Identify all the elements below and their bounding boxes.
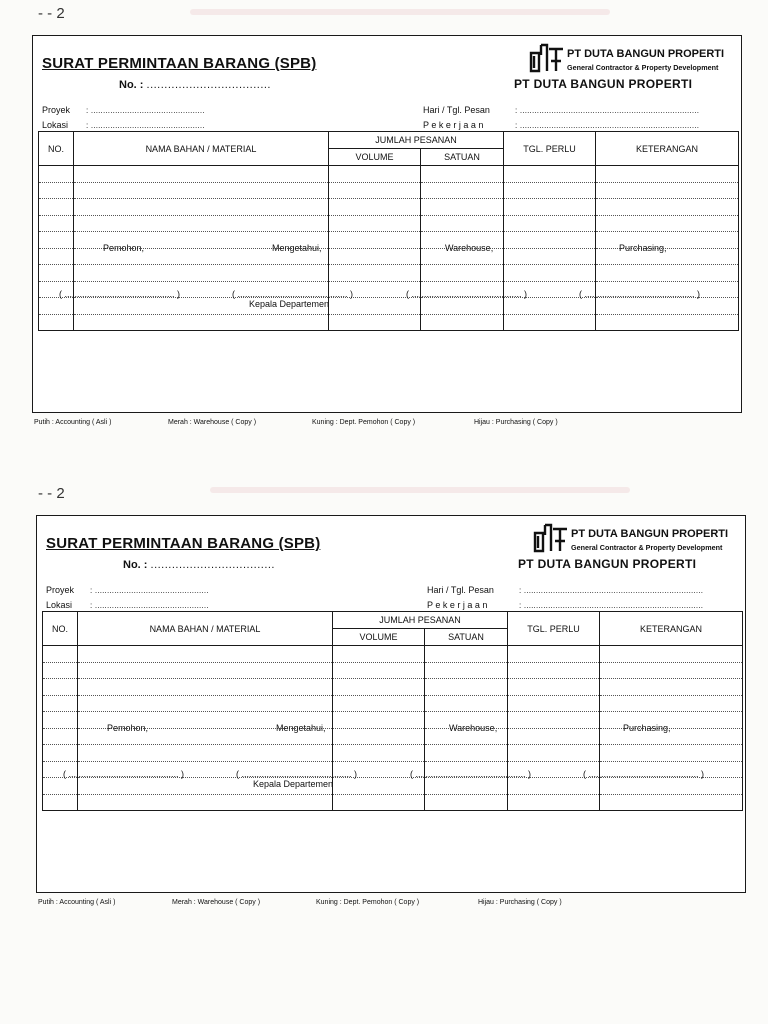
table-row xyxy=(43,662,743,679)
table-cell[interactable] xyxy=(596,298,739,315)
material-table xyxy=(38,131,739,331)
table-cell[interactable] xyxy=(421,265,504,282)
table-cell[interactable] xyxy=(39,314,74,331)
table-cell[interactable] xyxy=(74,314,329,331)
table-cell[interactable] xyxy=(596,248,739,265)
table-cell[interactable] xyxy=(329,166,421,183)
field-lokasi-label: Lokasi xyxy=(46,600,73,610)
table-cell[interactable] xyxy=(333,679,425,696)
copy-distribution-top xyxy=(34,419,734,429)
field-hari-value[interactable]: : .......................................................................... xyxy=(519,586,704,595)
table-cell[interactable] xyxy=(43,679,78,696)
table-row xyxy=(39,182,739,199)
scan-smudge xyxy=(210,487,630,493)
company-logo-icon xyxy=(533,521,569,553)
table-cell[interactable] xyxy=(421,182,504,199)
sig-warehouse-label: Warehouse, xyxy=(445,243,494,253)
table-row xyxy=(39,166,739,183)
table-cell[interactable] xyxy=(43,646,78,663)
sig-mengetahui-line[interactable]: ( ............................................ ) xyxy=(236,769,358,779)
field-proyek-label: Proyek xyxy=(46,585,75,595)
sig-purchasing-line[interactable]: ( ............................................ ) xyxy=(579,289,701,299)
field-hari-label: Hari / Tgl. Pesan xyxy=(427,585,494,595)
table-cell[interactable] xyxy=(333,695,425,712)
table-cell[interactable] xyxy=(421,298,504,315)
table-cell[interactable] xyxy=(596,265,739,282)
company-name-main: PT DUTA BANGUN PROPERTI xyxy=(518,557,697,571)
table-cell[interactable] xyxy=(425,794,508,811)
table-cell[interactable] xyxy=(39,215,74,232)
form-number-label: No. : xyxy=(123,559,148,571)
sig-pemohon-line[interactable]: ( ............................................ ) xyxy=(59,289,181,299)
table-cell[interactable] xyxy=(329,215,421,232)
header-volume: VOLUME xyxy=(329,149,421,166)
field-hari-value[interactable]: : .......................................................................... xyxy=(515,106,700,115)
header-jumlah: JUMLAH PESANAN xyxy=(329,132,504,149)
field-pekerjaan-label: P e k e r j a a n xyxy=(423,120,484,130)
form-number-dots[interactable]: ................................... xyxy=(146,79,271,91)
table-cell[interactable] xyxy=(329,199,421,216)
page-mark-middle: - - 2 xyxy=(38,485,65,502)
company-name-main: PT DUTA BANGUN PROPERTI xyxy=(514,77,693,91)
table-cell[interactable] xyxy=(329,182,421,199)
table-cell[interactable] xyxy=(78,745,333,762)
table-row xyxy=(39,314,739,331)
table-cell[interactable] xyxy=(78,662,333,679)
table-row xyxy=(43,745,743,762)
table-cell[interactable] xyxy=(596,166,739,183)
field-proyek xyxy=(46,585,209,595)
field-pekerjaan xyxy=(427,600,703,610)
table-cell[interactable] xyxy=(504,298,596,315)
table-cell[interactable] xyxy=(596,314,739,331)
page-mark-top: - - 2 xyxy=(38,5,65,22)
header-tgl: TGL. PERLU xyxy=(504,132,596,166)
table-cell[interactable] xyxy=(333,646,425,663)
table-cell[interactable] xyxy=(421,199,504,216)
table-cell[interactable] xyxy=(329,248,421,265)
sig-purchasing-line[interactable]: ( ............................................ ) xyxy=(583,769,705,779)
table-cell[interactable] xyxy=(508,712,600,729)
table-cell[interactable] xyxy=(508,745,600,762)
sig-mengetahui-label: Mengetahui, xyxy=(276,723,326,733)
table-cell[interactable] xyxy=(43,695,78,712)
copy-kuning: Kuning : Dept. Pemohon ( Copy ) xyxy=(316,899,420,906)
table-cell[interactable] xyxy=(425,679,508,696)
company-name-top: PT DUTA BANGUN PROPERTI xyxy=(567,48,725,60)
table-cell[interactable] xyxy=(425,745,508,762)
table-cell[interactable] xyxy=(600,646,743,663)
table-row xyxy=(39,265,739,282)
field-proyek-value[interactable]: : ............................................... xyxy=(86,106,205,115)
table-cell[interactable] xyxy=(39,265,74,282)
form-number-dots[interactable]: ................................... xyxy=(150,559,275,571)
sig-warehouse-line[interactable]: ( ............................................ ) xyxy=(406,289,528,299)
field-hari xyxy=(427,585,703,595)
table-cell[interactable] xyxy=(504,199,596,216)
table-cell[interactable] xyxy=(508,646,600,663)
table-cell[interactable] xyxy=(504,215,596,232)
table-cell[interactable] xyxy=(333,728,425,745)
sig-pemohon-line[interactable]: ( ............................................ ) xyxy=(63,769,185,779)
field-pekerjaan-value[interactable]: : .......................................................................... xyxy=(519,601,704,610)
sig-pemohon-label: Pemohon, xyxy=(107,723,149,733)
table-row xyxy=(43,794,743,811)
copy-hijau: Hijau : Purchasing ( Copy ) xyxy=(474,419,558,426)
scan-smudge xyxy=(190,9,610,15)
table-row xyxy=(43,778,743,795)
header-nama: NAMA BAHAN / MATERIAL xyxy=(78,612,333,646)
form-number-label: No. : xyxy=(119,79,144,91)
header-nama: NAMA BAHAN / MATERIAL xyxy=(74,132,329,166)
table-cell[interactable] xyxy=(600,712,743,729)
field-lokasi-label: Lokasi xyxy=(42,120,69,130)
table-cell[interactable] xyxy=(78,695,333,712)
table-cell[interactable] xyxy=(508,794,600,811)
table-cell[interactable] xyxy=(74,199,329,216)
table-cell[interactable] xyxy=(600,745,743,762)
table-cell[interactable] xyxy=(43,662,78,679)
table-row xyxy=(43,646,743,663)
copy-putih: Putih : Accounting ( Asli ) xyxy=(34,419,112,426)
table-cell[interactable] xyxy=(74,166,329,183)
table-cell[interactable] xyxy=(333,794,425,811)
copy-hijau: Hijau : Purchasing ( Copy ) xyxy=(478,899,562,906)
table-cell[interactable] xyxy=(39,182,74,199)
table-cell[interactable] xyxy=(421,215,504,232)
sig-warehouse-line[interactable]: ( ............................................ ) xyxy=(410,769,532,779)
table-cell[interactable] xyxy=(508,728,600,745)
table-cell[interactable] xyxy=(333,745,425,762)
table-cell[interactable] xyxy=(596,215,739,232)
spb-form-bottom xyxy=(36,515,746,893)
table-cell[interactable] xyxy=(39,199,74,216)
header-jumlah: JUMLAH PESANAN xyxy=(333,612,508,629)
table-row xyxy=(39,199,739,216)
field-pekerjaan-value[interactable]: : .......................................................................... xyxy=(515,121,700,130)
form-title: SURAT PERMINTAAN BARANG (SPB) xyxy=(42,55,317,72)
table-cell[interactable] xyxy=(74,182,329,199)
table-cell[interactable] xyxy=(596,232,739,249)
table-cell[interactable] xyxy=(425,646,508,663)
field-pekerjaan-label: P e k e r j a a n xyxy=(427,600,488,610)
table-cell[interactable] xyxy=(600,778,743,795)
company-subtitle: General Contractor & Property Development xyxy=(571,543,723,552)
sig-mengetahui-line[interactable]: ( ............................................ ) xyxy=(232,289,354,299)
table-cell[interactable] xyxy=(333,778,425,795)
header-satuan: SATUAN xyxy=(425,629,508,646)
copy-merah: Merah : Warehouse ( Copy ) xyxy=(168,419,257,426)
table-cell[interactable] xyxy=(504,182,596,199)
table-cell[interactable] xyxy=(508,778,600,795)
table-cell[interactable] xyxy=(504,248,596,265)
form-number xyxy=(123,559,275,571)
copy-distribution-bottom xyxy=(38,899,738,909)
table-cell[interactable] xyxy=(600,728,743,745)
table-cell[interactable] xyxy=(508,679,600,696)
table-cell[interactable] xyxy=(78,679,333,696)
header-volume: VOLUME xyxy=(333,629,425,646)
table-cell[interactable] xyxy=(39,248,74,265)
table-cell[interactable] xyxy=(508,662,600,679)
table-cell[interactable] xyxy=(39,232,74,249)
field-lokasi-value[interactable]: : ............................................... xyxy=(90,601,209,610)
field-proyek-value[interactable]: : ............................................... xyxy=(90,586,209,595)
copy-putih: Putih : Accounting ( Asli ) xyxy=(38,899,116,906)
table-cell[interactable] xyxy=(74,215,329,232)
copy-kuning: Kuning : Dept. Pemohon ( Copy ) xyxy=(312,419,416,426)
table-cell[interactable] xyxy=(39,298,74,315)
table-cell[interactable] xyxy=(78,646,333,663)
table-cell[interactable] xyxy=(43,728,78,745)
sig-pemohon-label: Pemohon, xyxy=(103,243,145,253)
table-cell[interactable] xyxy=(596,199,739,216)
table-cell[interactable] xyxy=(74,265,329,282)
table-row xyxy=(43,679,743,696)
sig-purchasing-label: Purchasing, xyxy=(619,243,667,253)
field-lokasi xyxy=(46,600,209,610)
header-no: NO. xyxy=(39,132,74,166)
field-lokasi xyxy=(42,120,205,130)
field-proyek xyxy=(42,105,205,115)
table-cell[interactable] xyxy=(421,166,504,183)
table-cell[interactable] xyxy=(508,695,600,712)
table-cell[interactable] xyxy=(421,314,504,331)
table-cell[interactable] xyxy=(78,794,333,811)
header-keterangan: KETERANGAN xyxy=(600,612,743,646)
header-satuan: SATUAN xyxy=(421,149,504,166)
table-cell[interactable] xyxy=(329,298,421,315)
table-cell[interactable] xyxy=(596,182,739,199)
field-hari-label: Hari / Tgl. Pesan xyxy=(423,105,490,115)
table-cell[interactable] xyxy=(600,794,743,811)
company-name-top: PT DUTA BANGUN PROPERTI xyxy=(571,528,729,540)
table-cell[interactable] xyxy=(504,232,596,249)
table-row xyxy=(39,215,739,232)
header-keterangan: KETERANGAN xyxy=(596,132,739,166)
table-cell[interactable] xyxy=(39,166,74,183)
material-table xyxy=(42,611,743,811)
table-cell[interactable] xyxy=(504,265,596,282)
field-hari xyxy=(423,105,699,115)
form-title: SURAT PERMINTAAN BARANG (SPB) xyxy=(46,535,321,552)
table-cell[interactable] xyxy=(333,662,425,679)
table-cell[interactable] xyxy=(329,314,421,331)
header-tgl: TGL. PERLU xyxy=(508,612,600,646)
table-cell[interactable] xyxy=(43,745,78,762)
field-pekerjaan xyxy=(423,120,699,130)
kepala-departemen-label: Kepala Departemen xyxy=(249,299,330,309)
kepala-departemen-label: Kepala Departemen xyxy=(253,779,334,789)
table-row xyxy=(43,695,743,712)
table-cell[interactable] xyxy=(333,712,425,729)
sig-warehouse-label: Warehouse, xyxy=(449,723,498,733)
field-proyek-label: Proyek xyxy=(42,105,71,115)
table-cell[interactable] xyxy=(600,662,743,679)
company-subtitle: General Contractor & Property Development xyxy=(567,63,719,72)
table-cell[interactable] xyxy=(600,695,743,712)
table-cell[interactable] xyxy=(425,662,508,679)
table-cell[interactable] xyxy=(504,166,596,183)
field-lokasi-value[interactable]: : ............................................... xyxy=(86,121,205,130)
table-cell[interactable] xyxy=(425,695,508,712)
header-no: NO. xyxy=(43,612,78,646)
sig-purchasing-label: Purchasing, xyxy=(623,723,671,733)
table-cell[interactable] xyxy=(329,232,421,249)
table-cell[interactable] xyxy=(425,778,508,795)
table-row xyxy=(39,298,739,315)
company-logo-icon xyxy=(529,41,565,73)
table-cell[interactable] xyxy=(43,794,78,811)
form-number xyxy=(119,79,271,91)
spb-form-top xyxy=(32,35,742,413)
table-cell[interactable] xyxy=(43,778,78,795)
table-cell[interactable] xyxy=(600,679,743,696)
table-cell[interactable] xyxy=(504,314,596,331)
table-cell[interactable] xyxy=(329,265,421,282)
sig-mengetahui-label: Mengetahui, xyxy=(272,243,322,253)
table-cell[interactable] xyxy=(43,712,78,729)
copy-merah: Merah : Warehouse ( Copy ) xyxy=(172,899,261,906)
